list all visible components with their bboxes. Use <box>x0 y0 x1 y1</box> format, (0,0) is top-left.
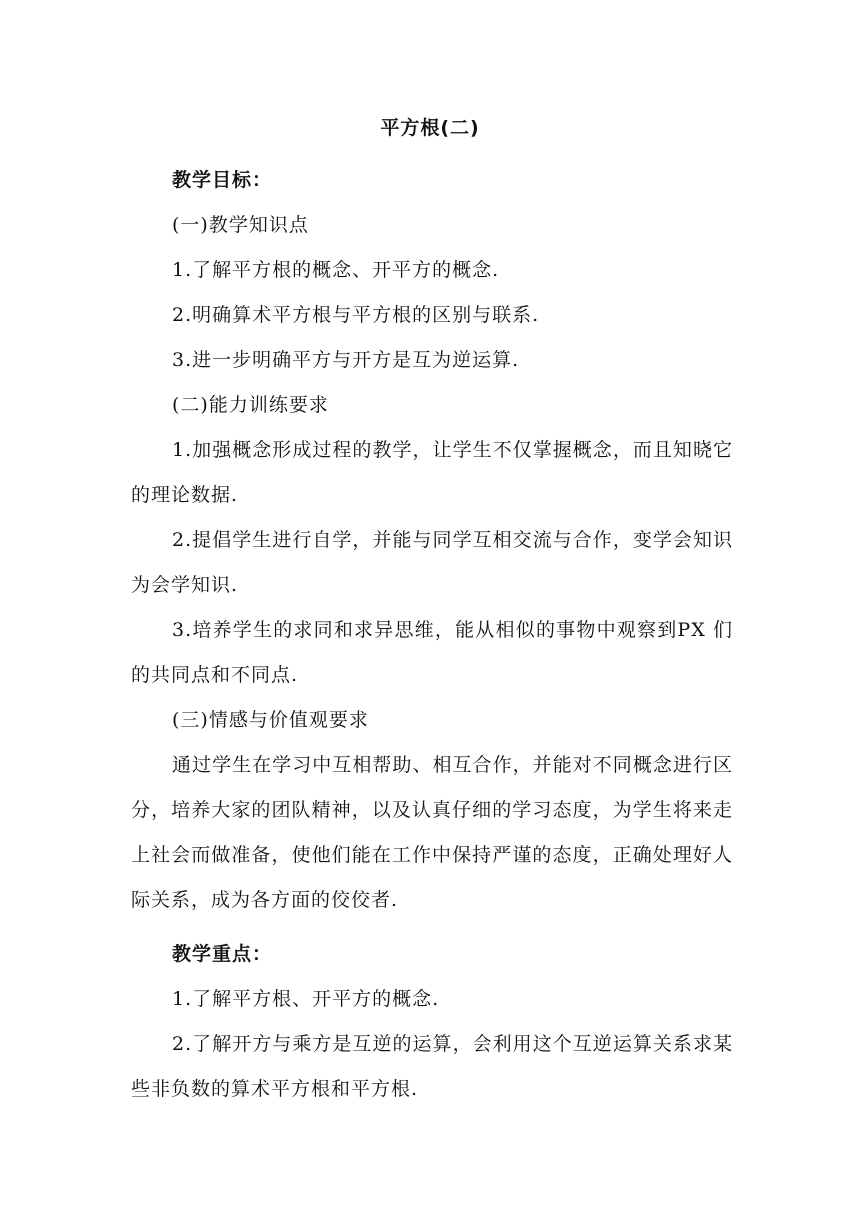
ability-item: 2.提倡学生进行自学，并能与同学互相交流与合作，变学会知识为会学知识. <box>131 529 733 596</box>
emotion-paragraph: 通过学生在学习中互相帮助、相互合作，并能对不同概念进行区分，培养大家的团队精神，以及认真仔细的学习态度，为学生将来走上社会而做准备，使他们能在工作中保持严谨的态度，正确处理好人际关系，成为各方面的佼佼者. <box>131 754 733 911</box>
knowledge-item: 2.明确算术平方根与平方根的区别与联系. <box>172 304 540 326</box>
key-points-heading: 教学重点： <box>172 943 273 965</box>
emotion-heading: (三)情感与价值观要求 <box>172 709 369 731</box>
ability-heading: (二)能力训练要求 <box>172 394 329 416</box>
knowledge-item: 1.了解平方根的概念、开平方的概念. <box>172 259 500 281</box>
knowledge-heading: (一)教学知识点 <box>172 214 309 236</box>
document-title: 平方根(二) <box>380 117 480 139</box>
objectives-heading: 教学目标： <box>172 169 273 191</box>
key-point-item: 2.了解开方与乘方是互逆的运算，会利用这个互逆运算关系求某些非负数的算术平方根和平方根. <box>131 1033 733 1100</box>
document-body <box>131 158 733 1112</box>
ability-item: 1.加强概念形成过程的教学，让学生不仅掌握概念，而且知晓它的理论数据. <box>131 439 733 506</box>
key-point-item: 1.了解平方根、开平方的概念. <box>172 988 440 1010</box>
section-gap <box>131 923 733 932</box>
ability-item: 3.培养学生的求同和求异思维，能从相似的事物中观察到PX 们的共同点和不同点. <box>131 619 733 686</box>
knowledge-item: 3.进一步明确平方与开方是互为逆运算. <box>172 349 520 371</box>
